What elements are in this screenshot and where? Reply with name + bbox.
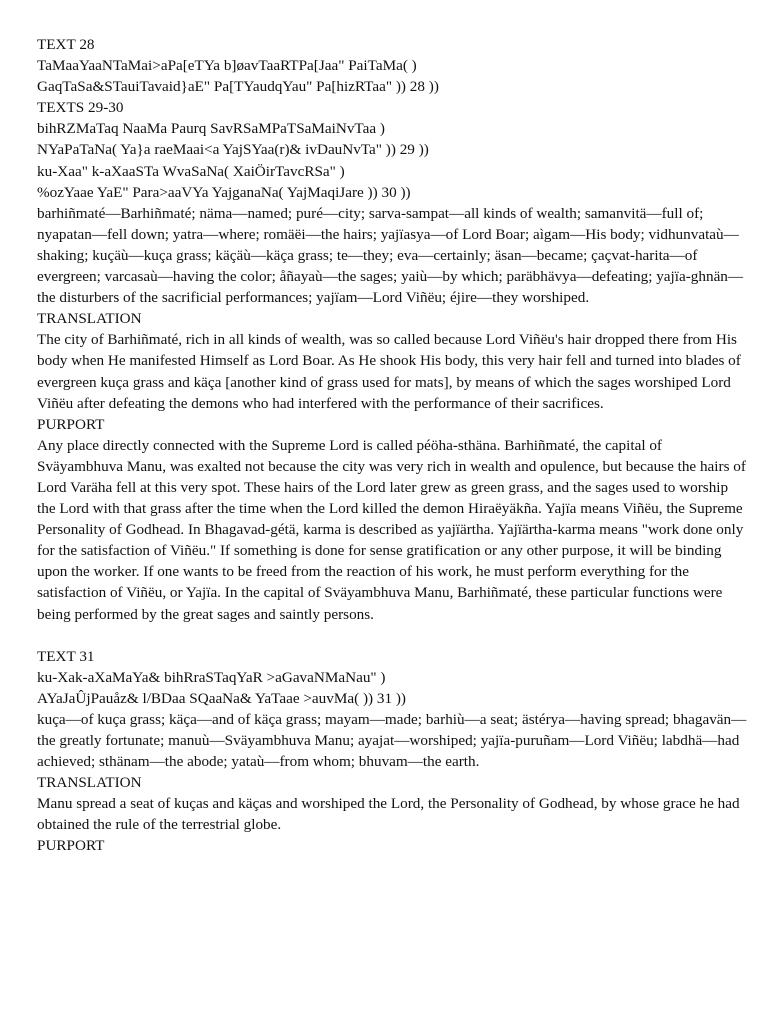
text-31-heading: TEXT 31 — [37, 647, 95, 665]
text-29-30-purport: Any place directly connected with the Supreme Lord is called péöha-sthäna. Barhiñmaté, the capital of Sväyambhuva Manu, was exalted not because the city was very rich in wealth and opulence, but because the hairs of Lord Varäha fell at this very spot. These hairs of the Lord later grew as green grass, and the sages used to worship the Lord with that grass after the time when the Lord killed the demon Hiraëyäkña. Yajïa means Viñëu, the Supreme Personality of Godhead. In Bhagavad-gétä, karma is described as yajïärtha. Yajïärtha-karma means "work done only for the satisfaction of Viñëu." If something is done for sense gratification or any other purpose, it will be binding upon the worker. If one wants to be freed from the reaction of his work, he must perform everything for the satisfaction of Viñëu, or Yajïa. In the capital of Sväyambhuva Manu, Barhiñmaté, these particular functions were being performed by the great sages and saintly persons. — [37, 436, 746, 623]
text-28-verse-line-2: GaqTaSa&STauiTavaid}aE" Pa[TYaudqYau" Pa[hizRTaa" )) 28 )) — [37, 78, 439, 96]
text-31-translation-heading: TRANSLATION — [37, 774, 142, 792]
text-31-purport-heading: PURPORT — [37, 837, 105, 855]
text-31-verse-line-2: AYaJaÛjPauåz& l/BDaa SQaaNa& YaTaae >auvMa( )) 31 )) — [37, 689, 406, 707]
text-29-30-verse-line-3: ku-Xaa" k-aXaaSTa WvaSaNa( XaiÖirTavcRSa" ) — [37, 162, 345, 180]
text-29-30-heading: TEXTS 29-30 — [37, 99, 124, 117]
text-29-30-translation: The city of Barhiñmaté, rich in all kinds of wealth, was so called because Lord Viñëu's hair dropped there from His body when He manifested Himself as Lord Boar. As He shook His body, this very hair fell and turned into blades of evergreen kuça grass and käça [another kind of grass used for mats], by means of which the sages worshiped Lord Viñëu after defeating the demons who had interfered with the performance of their sacrifices. — [37, 331, 741, 412]
text-29-30-synonyms: barhiñmaté—Barhiñmaté; näma—named; puré—city; sarva-sampat—all kinds of wealth; samanvitä—full of; nyapatan—fell down; yatra—where; romäëi—the hairs; yajïasya—of Lord Boar; aìgam—His body; vidhunvataù—shaking; kuçäù—kuça grass; käçäù—käça grass; te—they; eva—certainly; äsan—became; çaçvat-harita—of evergreen; varcasaù—having the color; åñayaù—the sages; yaiù—by which; paräbhävya—defeating; yajïa-ghnän—the disturbers of the sacrificial performances; yajïam—Lord Viñëu; éjire—they worshiped. — [37, 204, 744, 307]
text-29-30-purport-heading: PURPORT — [37, 415, 105, 433]
section-spacer — [37, 625, 748, 646]
text-29-30-verse-line-1: bihRZMaTaq NaaMa Paurq SavRSaMPaTSaMaiNvTaa ) — [37, 120, 385, 138]
text-31-synonyms: kuça—of kuça grass; käça—and of käça grass; mayam—made; barhiù—a seat; ästérya—having spread; bhagavän—the greatly fortunate; manuù—Sväyambhuva Manu; ayajat—worshiped; yajïa-puruñam—Lord Viñëu; labdhä—had achieved; sthänam—the abode; yataù—from whom; bhuvam—the earth. — [37, 710, 747, 771]
text-29-30-verse-line-4: %ozYaae YaE" Para>aaVYa YajganaNa( YajMaqiJare )) 30 )) — [37, 183, 411, 201]
text-29-30-translation-heading: TRANSLATION — [37, 310, 142, 328]
text-31-verse-line-1: ku-Xak-aXaMaYa& bihRraSTaqYaR >aGavaNMaNau" ) — [37, 668, 386, 686]
text-31-translation: Manu spread a seat of kuças and käças and worshiped the Lord, the Personality of Godhead, by whose grace he had obtained the rule of the terrestrial globe. — [37, 795, 740, 834]
text-29-30-verse-line-2: NYaPaTaNa( Ya}a raeMaai<a YajSYaa(r)& ivDauNvTa" )) 29 )) — [37, 141, 429, 159]
text-28-heading: TEXT 28 — [37, 36, 95, 53]
text-28-verse-line-1: TaMaaYaaNTaMai>aPa[eTYa b]øavTaaRTPa[Jaa" PaiTaMa( ) — [37, 57, 417, 75]
